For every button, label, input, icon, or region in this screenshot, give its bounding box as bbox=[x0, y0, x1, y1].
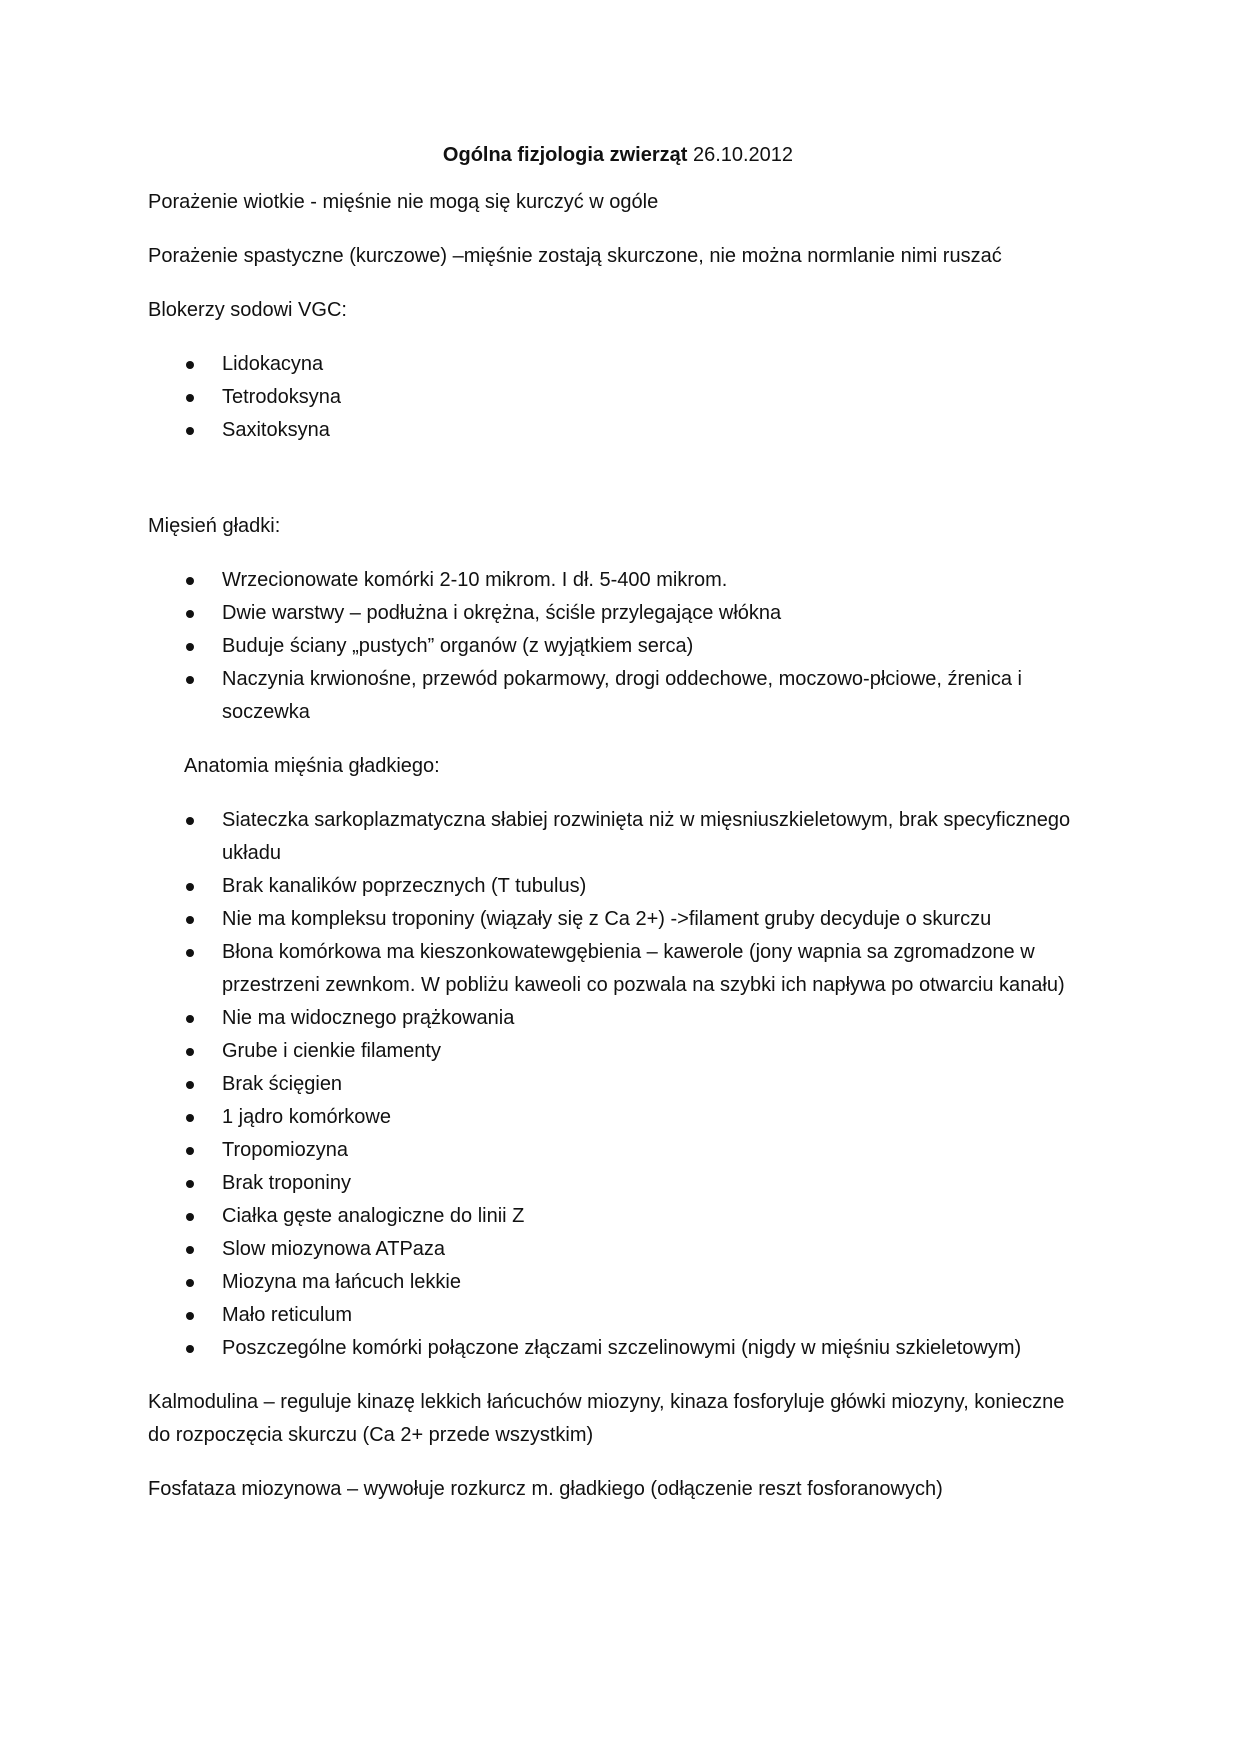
list-item bbox=[148, 630, 1088, 663]
bullet-icon bbox=[186, 394, 194, 402]
bullet-icon bbox=[186, 643, 194, 651]
bullet-icon bbox=[186, 1114, 194, 1122]
list-sodium-blockers bbox=[148, 348, 1088, 447]
list-item bbox=[148, 1266, 1088, 1299]
bullet-icon bbox=[186, 1279, 194, 1287]
bullet-icon bbox=[186, 916, 194, 924]
list-item-text: Nie ma kompleksu troponiny (wiązały się z Ca 2+) ->filament gruby decyduje o skurczu bbox=[222, 908, 992, 930]
document-page bbox=[148, 140, 1088, 1527]
list-item bbox=[148, 903, 1088, 936]
bullet-icon bbox=[186, 883, 194, 891]
list-item-text: Błona komórkowa ma kieszonkowatewgębienia – kawerole (jony wapnia sa zgromadzone w przestrzeni zewnkom. W pobliżu kaweoli co pozwala na szybki ich napływa po otwarciu kanału) bbox=[222, 941, 1065, 996]
paragraph-calmodulin: Kalmodulina – reguluje kinazę lekkich łańcuchów miozyny, kinaza fosforyluje główki miozyny, konieczne do rozpoczęcia skurczu (Ca 2+ przede wszystkim) bbox=[148, 1391, 1065, 1446]
list-item-text: Brak ścięgien bbox=[222, 1073, 343, 1095]
list-item-text: 1 jądro komórkowe bbox=[222, 1106, 391, 1128]
list-item-text: Brak kanalików poprzecznych (T tubulus) bbox=[222, 875, 587, 897]
bullet-icon bbox=[186, 427, 194, 435]
subheading-anatomy: Anatomia mięśnia gładkiego: bbox=[184, 755, 440, 777]
list-item bbox=[148, 1068, 1088, 1101]
list-item bbox=[148, 597, 1088, 630]
list-item bbox=[148, 936, 1088, 1002]
list-item bbox=[148, 804, 1088, 870]
bullet-icon bbox=[186, 817, 194, 825]
list-anatomy bbox=[148, 804, 1088, 1365]
blank-space bbox=[148, 468, 1088, 510]
list-item-text: Naczynia krwionośne, przewód pokarmowy, drogi oddechowe, moczowo-płciowe, źrenica i soczewka bbox=[222, 668, 1022, 723]
paragraph-myosin-phosphatase: Fosfataza miozynowa – wywołuje rozkurcz m. gładkiego (odłączenie reszt fosforanowych) bbox=[148, 1478, 943, 1500]
list-item bbox=[148, 1134, 1088, 1167]
bullet-icon bbox=[186, 1213, 194, 1221]
bullet-icon bbox=[186, 1015, 194, 1023]
list-item-text: Mało reticulum bbox=[222, 1304, 353, 1326]
bullet-icon bbox=[186, 1147, 194, 1155]
list-item bbox=[148, 414, 1088, 447]
list-item-text: Lidokacyna bbox=[222, 353, 324, 375]
list-item-text: Tropomiozyna bbox=[222, 1139, 348, 1161]
paragraph-sodium-blockers: Blokerzy sodowi VGC: bbox=[148, 299, 347, 321]
list-item bbox=[148, 1200, 1088, 1233]
list-item bbox=[148, 1332, 1088, 1365]
list-item bbox=[148, 663, 1088, 729]
bullet-icon bbox=[186, 1312, 194, 1320]
list-item-text: Brak troponiny bbox=[222, 1172, 351, 1194]
bullet-icon bbox=[186, 1048, 194, 1056]
list-item bbox=[148, 1035, 1088, 1068]
list-item-text: Wrzecionowate komórki 2-10 mikrom. I dł. 5-400 mikrom. bbox=[222, 569, 728, 591]
list-item-text: Slow miozynowa ATPaza bbox=[222, 1238, 446, 1260]
document-title bbox=[148, 140, 1088, 170]
title-text: Ogólna fizjologia zwierząt bbox=[442, 144, 688, 166]
list-item bbox=[148, 1233, 1088, 1266]
list-item-text: Grube i cienkie filamenty bbox=[222, 1040, 441, 1062]
list-item-text: Buduje ściany „pustych” organów (z wyjątkiem serca) bbox=[222, 635, 694, 657]
list-item-text: Poszczególne komórki połączone złączami szczelinowymi (nigdy w mięśniu szkieletowym) bbox=[222, 1337, 1022, 1359]
list-item bbox=[148, 381, 1088, 414]
bullet-icon bbox=[186, 1081, 194, 1089]
list-item bbox=[148, 1167, 1088, 1200]
list-item-text: Dwie warstwy – podłużna i okrężna, ściśle przylegające włókna bbox=[222, 602, 782, 624]
list-item bbox=[148, 348, 1088, 381]
bullet-icon bbox=[186, 1180, 194, 1188]
bullet-icon bbox=[186, 949, 194, 957]
paragraph-smooth-muscle: Mięsień gładki: bbox=[148, 515, 281, 537]
bullet-icon bbox=[186, 1246, 194, 1254]
title-date: 26.10.2012 bbox=[692, 144, 794, 166]
list-item-text: Siateczka sarkoplazmatyczna słabiej rozwinięta niż w mięsniuszkieletowym, brak specyficznego układu bbox=[222, 809, 1071, 864]
bullet-icon bbox=[186, 361, 194, 369]
bullet-icon bbox=[186, 610, 194, 618]
list-item-text: Miozyna ma łańcuch lekkie bbox=[222, 1271, 461, 1293]
list-item-text: Saxitoksyna bbox=[222, 419, 330, 441]
list-item bbox=[148, 1002, 1088, 1035]
paragraph-spastic-paralysis: Porażenie spastyczne (kurczowe) –mięśnie zostają skurczone, nie można normlanie nimi ruszać bbox=[148, 245, 1002, 267]
bullet-icon bbox=[186, 676, 194, 684]
list-item-text: Nie ma widocznego prążkowania bbox=[222, 1007, 515, 1029]
list-item bbox=[148, 870, 1088, 903]
list-item bbox=[148, 1299, 1088, 1332]
list-item bbox=[148, 564, 1088, 597]
list-smooth-muscle bbox=[148, 564, 1088, 729]
list-item bbox=[148, 1101, 1088, 1134]
bullet-icon bbox=[186, 577, 194, 585]
bullet-icon bbox=[186, 1345, 194, 1353]
list-item-text: Tetrodoksyna bbox=[222, 386, 341, 408]
list-item-text: Ciałka gęste analogiczne do linii Z bbox=[222, 1205, 525, 1227]
paragraph-flaccid-paralysis: Porażenie wiotkie - mięśnie nie mogą się kurczyć w ogóle bbox=[148, 191, 659, 213]
